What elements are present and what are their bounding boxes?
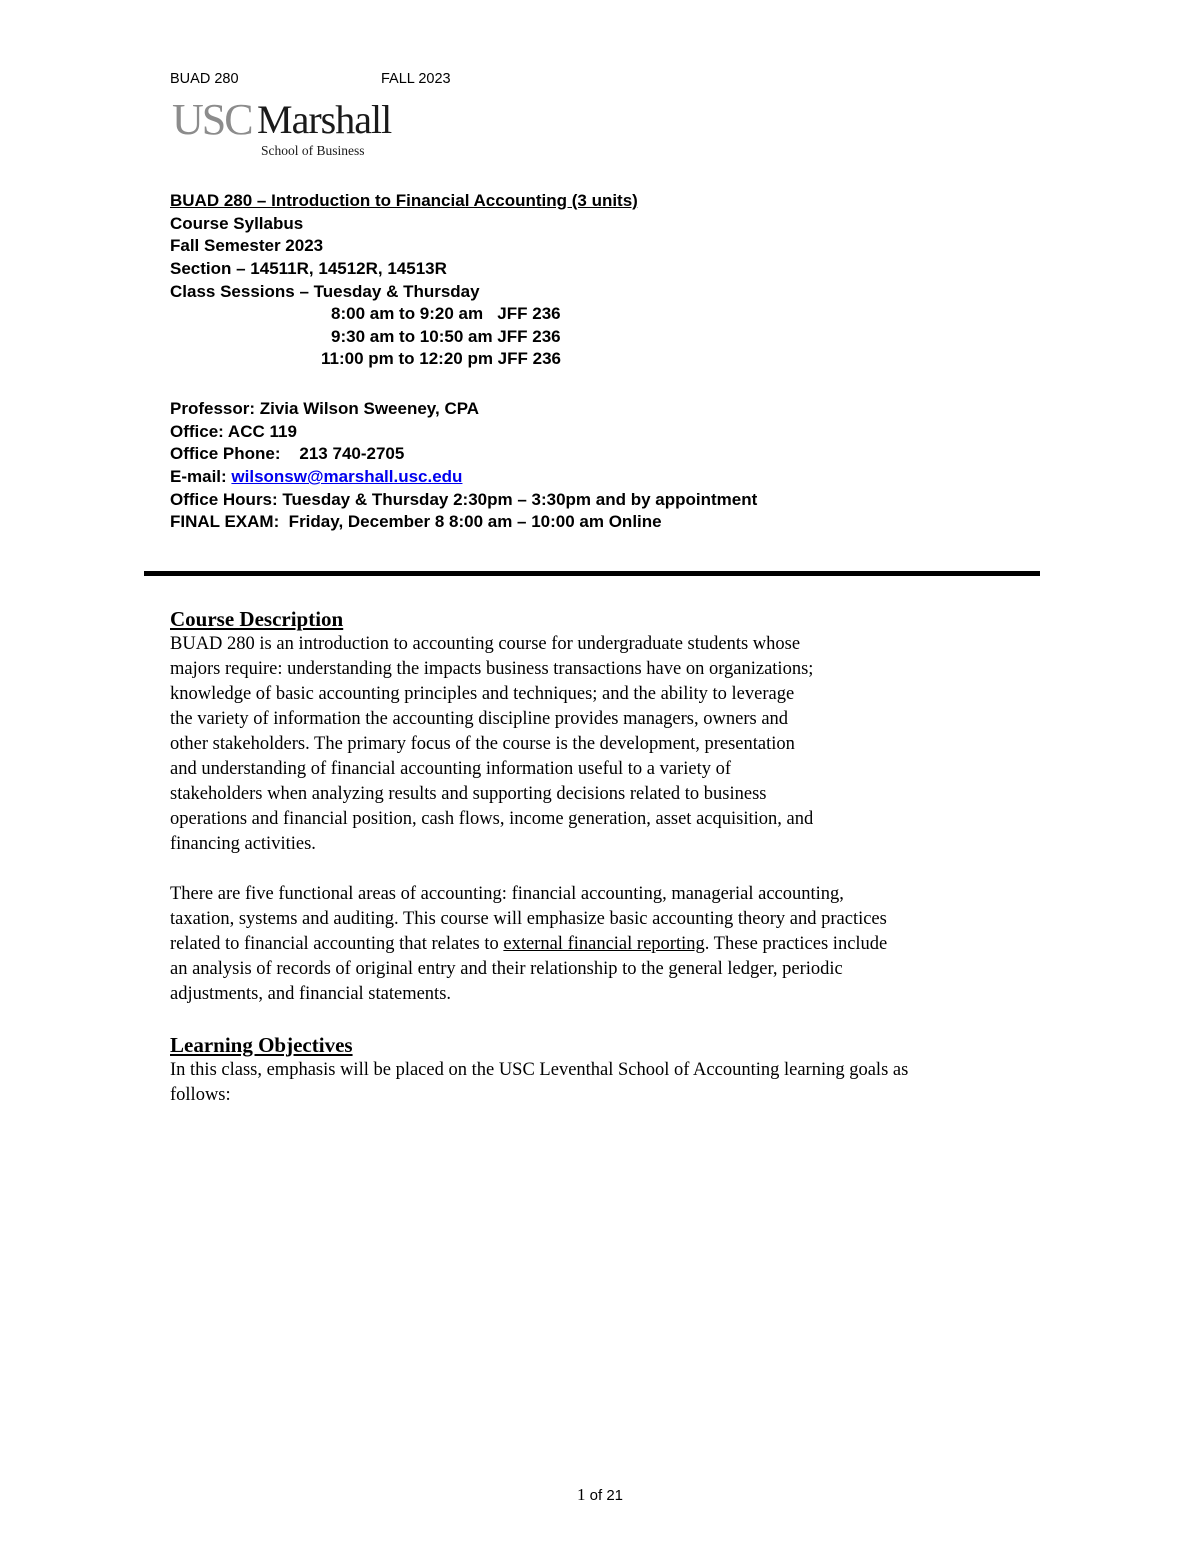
logo-usc-text: USC xyxy=(172,95,252,144)
course-title: BUAD 280 – Introduction to Financial Accounting (3 units) xyxy=(170,191,638,210)
course-description-para-1 xyxy=(170,632,1050,857)
page-number: 1 xyxy=(576,1485,586,1504)
page-footer xyxy=(0,1485,1200,1505)
email-line xyxy=(170,466,462,488)
email-link[interactable]: wilsonsw@marshall.usc.edu xyxy=(231,467,463,486)
logo-school-text: School of Business xyxy=(261,143,365,158)
course-description-heading: Course Description xyxy=(170,607,344,631)
paragraph-line: majors require: understanding the impacts business transactions have on organizations; xyxy=(170,659,814,679)
paragraph-line: follows: xyxy=(170,1085,231,1105)
paragraph-line: an analysis of records of original entry and their relationship to the general ledger, periodic xyxy=(170,959,843,979)
course-semester: Fall Semester 2023 xyxy=(170,236,324,255)
office-hours: Office Hours: Tuesday & Thursday 2:30pm – 3:30pm and by appointment xyxy=(170,490,758,509)
logo-marshall-text: Marshall xyxy=(257,97,392,142)
section-divider xyxy=(144,571,1040,576)
paragraph-line: BUAD 280 is an introduction to accounting course for undergraduate students whose xyxy=(170,634,801,654)
paragraph-line: There are five functional areas of accounting: financial accounting, managerial accounting, xyxy=(170,884,844,904)
line-text-pre: related to financial accounting that relates to xyxy=(170,934,504,954)
paragraph-line: stakeholders when analyzing results and supporting decisions related to business xyxy=(170,784,767,804)
learning-objectives-text xyxy=(170,1058,1050,1108)
external-financial-reporting-emphasis: external financial reporting xyxy=(503,934,705,954)
paragraph-line: the variety of information the accounting discipline provides managers, owners and xyxy=(170,709,789,729)
course-syllabus: Course Syllabus xyxy=(170,214,304,233)
learning-objectives-heading: Learning Objectives xyxy=(170,1033,353,1057)
paragraph-line: operations and financial position, cash flows, income generation, asset acquisition, and xyxy=(170,809,814,829)
page-total: of 21 xyxy=(585,1487,624,1504)
session-time-2: 9:30 am to 10:50 am JFF 236 xyxy=(331,327,561,346)
paragraph-line: In this class, emphasis will be placed on the USC Leventhal School of Accounting learning goals as xyxy=(170,1060,909,1080)
session-time-3: 11:00 pm to 12:20 pm JFF 236 xyxy=(321,349,561,368)
course-section: Section – 14511R, 14512R, 14513R xyxy=(170,259,447,278)
session-time-1: 8:00 am to 9:20 am JFF 236 xyxy=(331,304,561,323)
line-text-post: . These practices include xyxy=(704,934,888,954)
paragraph-line xyxy=(170,932,1050,957)
office-phone: Office Phone: 213 740-2705 xyxy=(170,444,405,463)
paragraph-line: other stakeholders. The primary focus of the course is the development, presentation xyxy=(170,734,795,754)
paragraph-line: knowledge of basic accounting principles and techniques; and the ability to leverage xyxy=(170,684,795,704)
paragraph-line: and understanding of financial accounting information useful to a variety of xyxy=(170,759,731,779)
class-sessions-label: Class Sessions – Tuesday & Thursday xyxy=(170,282,480,301)
course-description-para-2 xyxy=(170,882,1050,1007)
office-location: Office: ACC 119 xyxy=(170,422,297,441)
paragraph-line: financing activities. xyxy=(170,834,316,854)
final-exam: FINAL EXAM: Friday, December 8 8:00 am – 10:00 am Online xyxy=(170,512,662,531)
paragraph-line: adjustments, and financial statements. xyxy=(170,984,452,1004)
paragraph-line: taxation, systems and auditing. This course will emphasize basic accounting theory and practices xyxy=(170,909,887,929)
professor-name: Professor: Zivia Wilson Sweeney, CPA xyxy=(170,399,480,418)
header-term: FALL 2023 xyxy=(381,71,451,87)
email-label: E-mail: xyxy=(170,467,232,486)
header-course-code: BUAD 280 xyxy=(170,71,239,87)
